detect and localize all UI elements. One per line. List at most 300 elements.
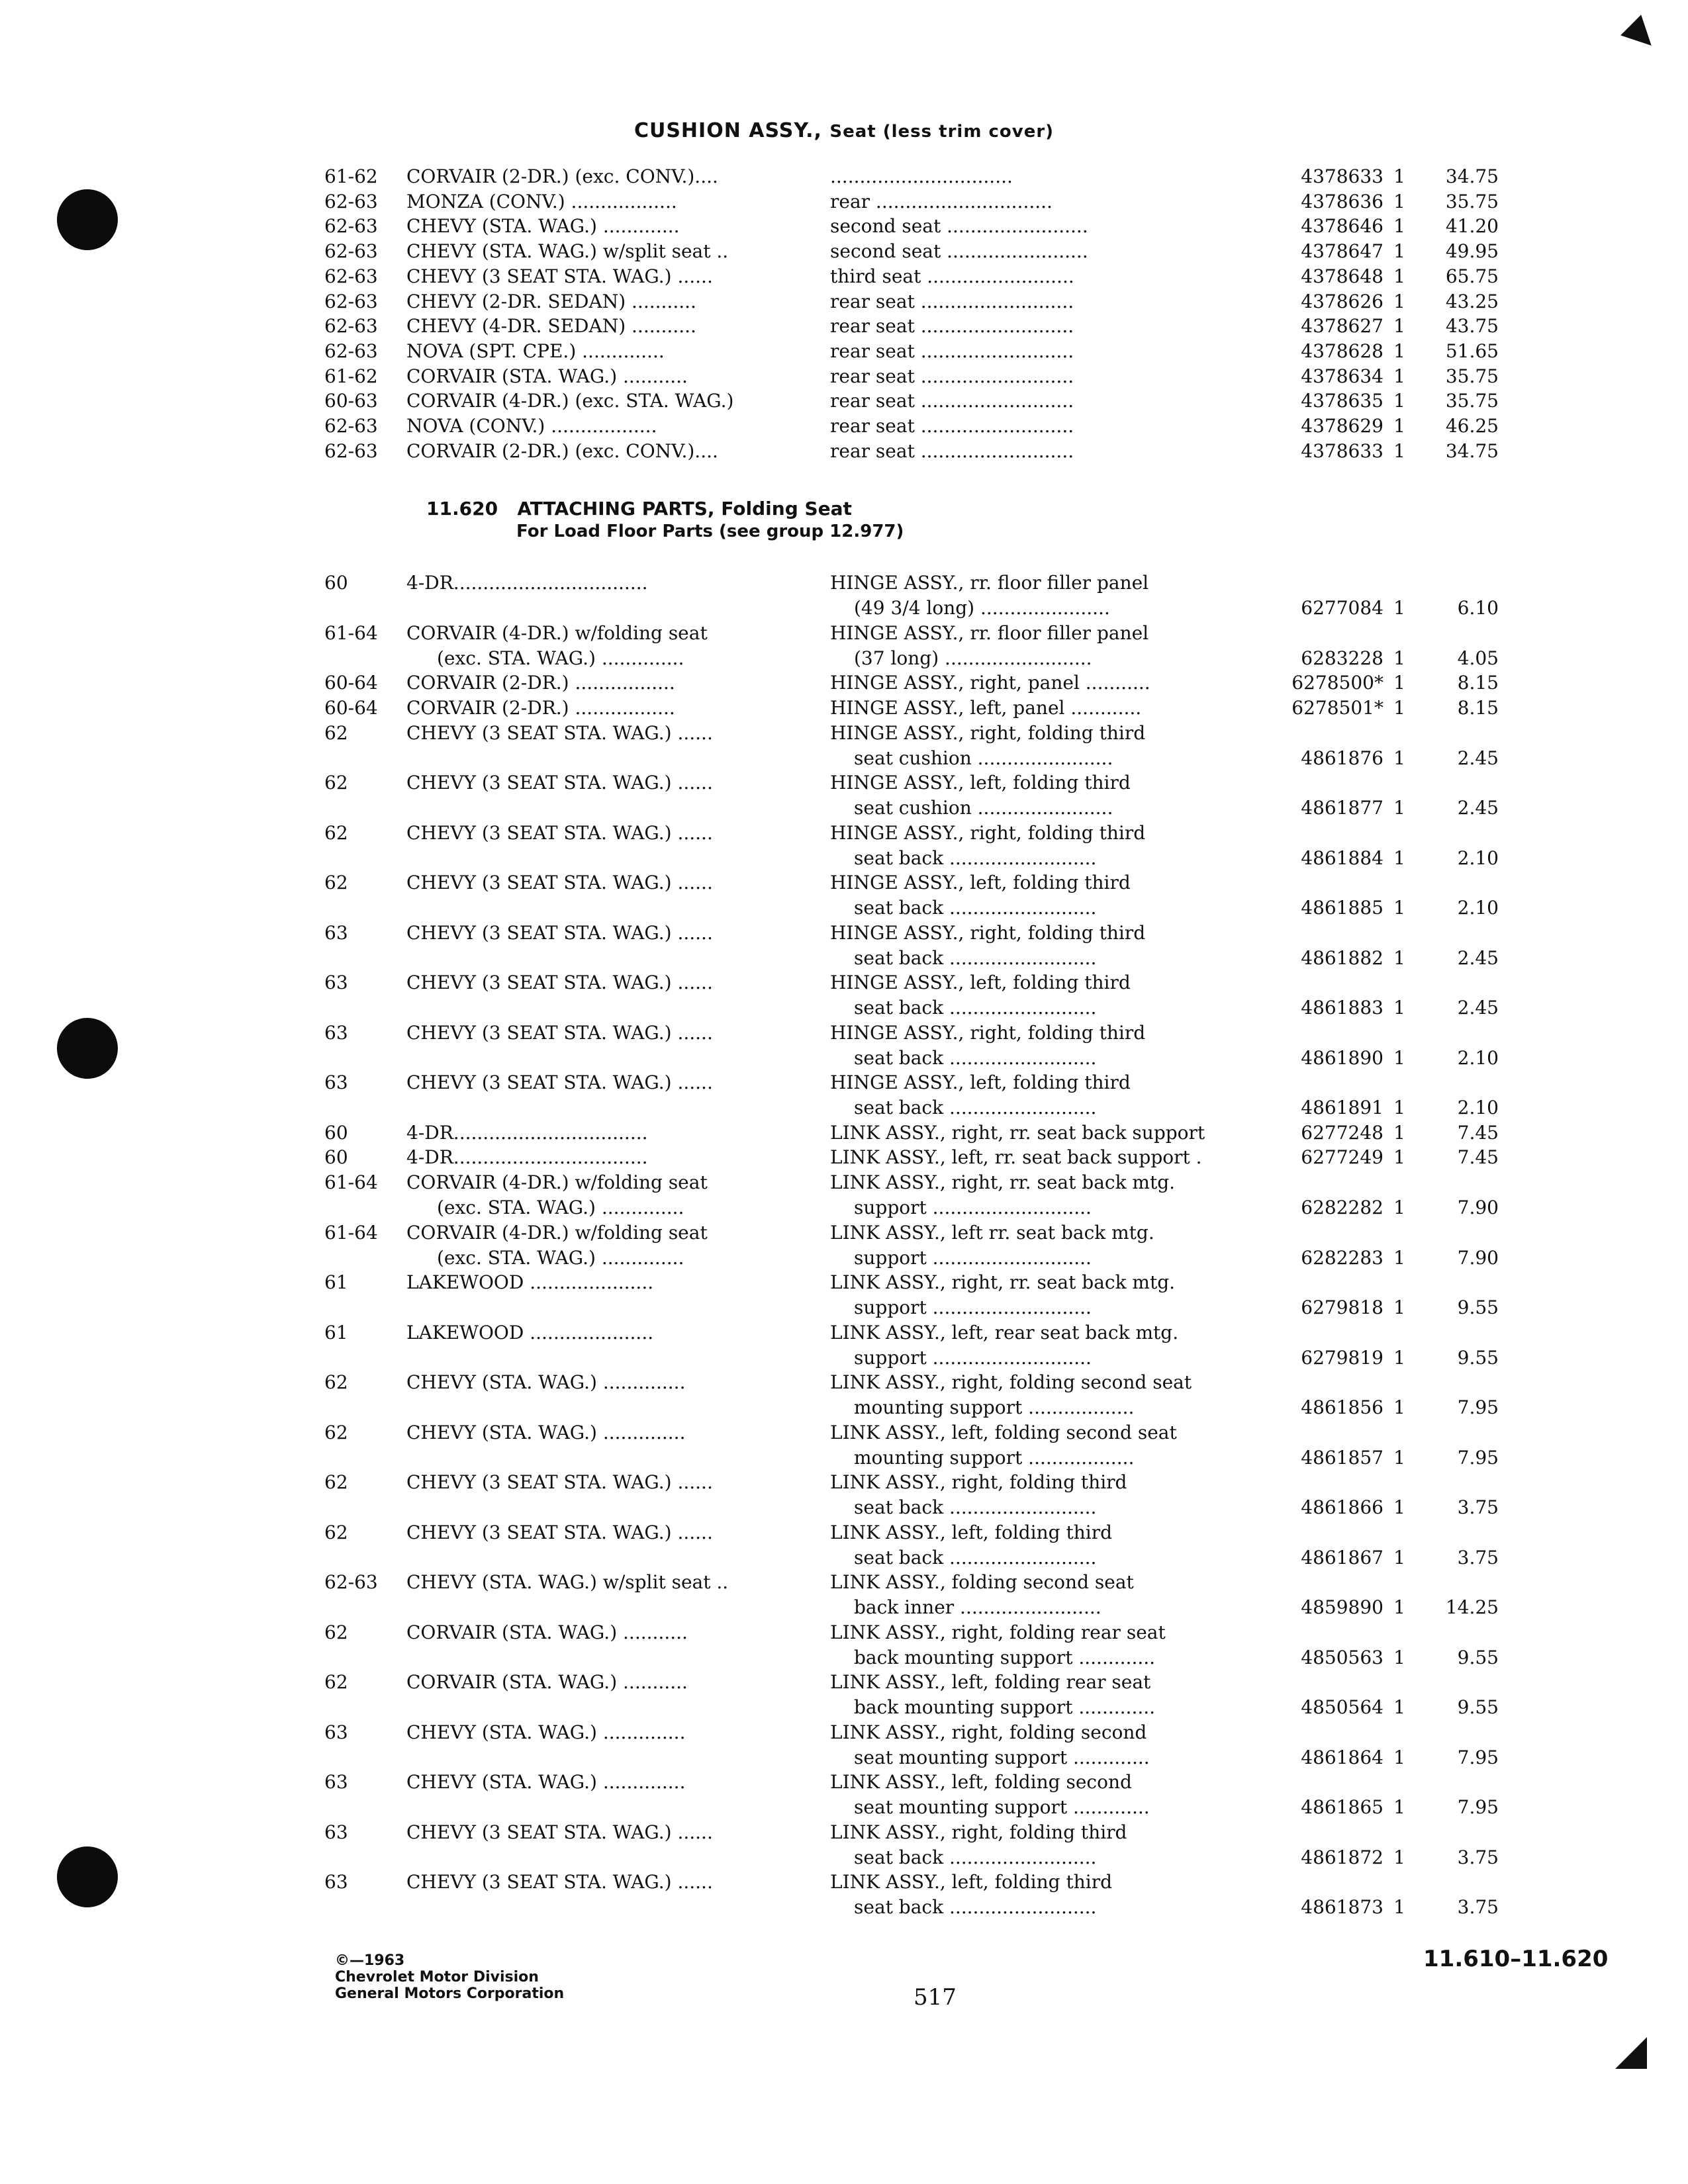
cushion-row <box>0 264 1688 289</box>
description-cell: rear seat .......................... <box>830 340 1074 362</box>
part-number-cell: 4861867 <box>1301 1547 1383 1569</box>
description-cell: LINK ASSY., left, folding second <box>830 1771 1132 1793</box>
model-cell: CHEVY (3 SEAT STA. WAG.) ...... <box>406 1471 713 1493</box>
description-continuation-cell: seat cushion ....................... <box>854 797 1113 819</box>
cushion-row <box>0 314 1688 339</box>
part-number-cell: 6283228 <box>1301 647 1383 669</box>
quantity-cell: 1 <box>1393 365 1405 387</box>
attaching-part-row <box>0 1021 1688 1071</box>
model-cell: CORVAIR (STA. WAG.) ........... <box>406 1621 688 1643</box>
year-cell: 63 <box>324 1721 348 1743</box>
cushion-row <box>0 164 1688 189</box>
model-cell: CHEVY (STA. WAG.) ............. <box>406 215 680 237</box>
price-cell: 8.15 <box>1457 672 1499 694</box>
quantity-cell: 1 <box>1393 440 1405 462</box>
model-cell: CORVAIR (2-DR.) (exc. CONV.).... <box>406 440 718 462</box>
part-number-cell: 4861890 <box>1301 1047 1383 1069</box>
quantity-cell: 1 <box>1393 797 1405 819</box>
model-cell: CHEVY (STA. WAG.) .............. <box>406 1771 686 1793</box>
model-cell: CORVAIR (4-DR.) w/folding seat <box>406 1171 708 1193</box>
model-cell: CHEVY (3 SEAT STA. WAG.) ...... <box>406 922 713 944</box>
cushion-row <box>0 339 1688 364</box>
attaching-part-row <box>0 821 1688 871</box>
model-cell: CHEVY (STA. WAG.) .............. <box>406 1371 686 1393</box>
attaching-part-row <box>0 1320 1688 1371</box>
attaching-part-row <box>0 1770 1688 1820</box>
description-cell: LINK ASSY., left, folding rear seat <box>830 1671 1151 1693</box>
part-number-cell: 4378629 <box>1301 415 1383 437</box>
model-continuation-cell: (exc. STA. WAG.) .............. <box>437 1247 684 1269</box>
model-cell: NOVA (SPT. CPE.) .............. <box>406 340 665 362</box>
cushion-row <box>0 214 1688 239</box>
quantity-cell: 1 <box>1393 1747 1405 1768</box>
part-number-cell: 6279819 <box>1301 1347 1383 1369</box>
cushion-row <box>0 189 1688 214</box>
price-cell: 35.75 <box>1445 191 1499 212</box>
model-cell: CHEVY (3 SEAT STA. WAG.) ...... <box>406 822 713 844</box>
price-cell: 2.10 <box>1457 1047 1499 1069</box>
description-cell: HINGE ASSY., right, panel ........... <box>830 672 1150 694</box>
year-cell: 62 <box>324 1671 348 1693</box>
description-continuation-cell: seat back ......................... <box>854 897 1097 919</box>
attaching-part-row <box>0 721 1688 771</box>
year-cell: 62-63 <box>324 291 378 312</box>
model-cell: LAKEWOOD ..................... <box>406 1322 654 1343</box>
description-cell: LINK ASSY., right, rr. seat back support <box>830 1122 1205 1144</box>
description-cell: HINGE ASSY., left, folding third <box>830 872 1131 893</box>
attaching-part-row <box>0 696 1688 721</box>
description-cell: HINGE ASSY., right, folding third <box>830 822 1146 844</box>
quantity-cell: 1 <box>1393 1547 1405 1569</box>
price-cell: 35.75 <box>1445 390 1499 412</box>
description-continuation-cell: support ........................... <box>854 1247 1092 1269</box>
description-cell: LINK ASSY., right, folding second <box>830 1721 1147 1743</box>
description-cell: LINK ASSY., left, rear seat back mtg. <box>830 1322 1179 1343</box>
price-cell: 2.45 <box>1457 797 1499 819</box>
description-cell: rear .............................. <box>830 191 1053 212</box>
attaching-part-row <box>0 1820 1688 1870</box>
description-continuation-cell: back inner ........................ <box>854 1596 1102 1618</box>
attaching-part-row <box>0 1670 1688 1720</box>
model-cell: CORVAIR (2-DR.) (exc. CONV.).... <box>406 165 718 187</box>
year-cell: 62 <box>324 872 348 893</box>
model-cell: CHEVY (3 SEAT STA. WAG.) ...... <box>406 1022 713 1044</box>
part-number-cell: 4861864 <box>1301 1747 1383 1768</box>
description-continuation-cell: seat back ......................... <box>854 847 1097 869</box>
part-number-cell: 4861872 <box>1301 1846 1383 1868</box>
year-cell: 62 <box>324 1471 348 1493</box>
attaching-part-row <box>0 570 1688 621</box>
part-number-cell: 4861856 <box>1301 1396 1383 1418</box>
model-cell: MONZA (CONV.) .................. <box>406 191 677 212</box>
year-cell: 61 <box>324 1271 348 1293</box>
price-cell: 2.10 <box>1457 897 1499 919</box>
model-cell: 4-DR................................. <box>406 572 648 594</box>
price-cell: 7.95 <box>1457 1447 1499 1469</box>
model-cell: CORVAIR (4-DR.) w/folding seat <box>406 1222 708 1244</box>
part-number-cell: 4378647 <box>1301 240 1383 262</box>
description-cell: HINGE ASSY., rr. floor filler panel <box>830 572 1149 594</box>
cushion-row <box>0 388 1688 414</box>
description-continuation-cell: back mounting support ............. <box>854 1647 1156 1668</box>
description-continuation-cell: seat cushion ....................... <box>854 747 1113 769</box>
part-number-cell: 4861866 <box>1301 1496 1383 1518</box>
part-number-cell: 4861885 <box>1301 897 1383 919</box>
year-cell: 62-63 <box>324 315 378 337</box>
quantity-cell: 1 <box>1393 1447 1405 1469</box>
description-continuation-cell: support ........................... <box>854 1197 1092 1218</box>
part-number-cell: 4378636 <box>1301 191 1383 212</box>
price-cell: 7.95 <box>1457 1396 1499 1418</box>
part-number-cell: 4861884 <box>1301 847 1383 869</box>
quantity-cell: 1 <box>1393 1197 1405 1218</box>
description-cell: HINGE ASSY., left, folding third <box>830 1071 1131 1093</box>
quantity-cell: 1 <box>1393 1047 1405 1069</box>
footer-division: Chevrolet Motor Division <box>335 1969 539 1985</box>
cushion-row <box>0 439 1688 464</box>
description-continuation-cell: seat back ......................... <box>854 1097 1097 1118</box>
model-cell: CHEVY (3 SEAT STA. WAG.) ...... <box>406 872 713 893</box>
description-cell: LINK ASSY., left, folding third <box>830 1871 1113 1893</box>
quantity-cell: 1 <box>1393 265 1405 287</box>
year-cell: 60-63 <box>324 390 378 412</box>
part-number-cell: 6278501* <box>1291 697 1383 719</box>
attaching-part-row <box>0 1520 1688 1570</box>
description-cell: rear seat .......................... <box>830 390 1074 412</box>
quantity-cell: 1 <box>1393 165 1405 187</box>
description-cell: second seat ........................ <box>830 240 1088 262</box>
part-number-cell: 4378646 <box>1301 215 1383 237</box>
description-continuation-cell: seat back ......................... <box>854 1547 1097 1569</box>
description-continuation-cell: back mounting support ............. <box>854 1696 1156 1718</box>
price-cell: 2.10 <box>1457 847 1499 869</box>
section-sub: Folding Seat <box>721 498 852 520</box>
group-range: 11.610–11.620 <box>1423 1946 1609 1972</box>
description-cell: HINGE ASSY., right, folding third <box>830 1022 1146 1044</box>
price-cell: 41.20 <box>1445 215 1499 237</box>
cushion-row <box>0 289 1688 314</box>
year-cell: 62 <box>324 722 348 744</box>
attaching-part-row <box>0 770 1688 821</box>
part-number-cell: 6277248 <box>1301 1122 1383 1144</box>
description-continuation-cell: seat mounting support ............. <box>854 1747 1150 1768</box>
part-number-cell: 4378627 <box>1301 315 1383 337</box>
description-continuation-cell: (49 3/4 long) ...................... <box>854 597 1110 619</box>
description-continuation-cell: seat back ......................... <box>854 1846 1097 1868</box>
quantity-cell: 1 <box>1393 1347 1405 1369</box>
part-number-cell: 4378648 <box>1301 265 1383 287</box>
model-cell: CHEVY (3 SEAT STA. WAG.) ...... <box>406 972 713 993</box>
year-cell: 62-63 <box>324 440 378 462</box>
description-cell: LINK ASSY., left, folding third <box>830 1522 1113 1543</box>
part-number-cell: 4378633 <box>1301 165 1383 187</box>
part-number-cell: 4861857 <box>1301 1447 1383 1469</box>
attaching-part-row <box>0 921 1688 971</box>
price-cell: 3.75 <box>1457 1846 1499 1868</box>
model-cell: CHEVY (STA. WAG.) w/split seat .. <box>406 1571 729 1593</box>
section-number: 11.620 <box>426 498 498 520</box>
attaching-part-row <box>0 1170 1688 1220</box>
attaching-part-row <box>0 970 1688 1021</box>
description-cell: HINGE ASSY., right, folding third <box>830 722 1146 744</box>
cushion-row <box>0 239 1688 264</box>
year-cell: 61-62 <box>324 165 378 187</box>
section-title: ATTACHING PARTS, <box>517 498 715 520</box>
quantity-cell: 1 <box>1393 1122 1405 1144</box>
price-cell: 3.75 <box>1457 1896 1499 1918</box>
quantity-cell: 1 <box>1393 672 1405 694</box>
quantity-cell: 1 <box>1393 697 1405 719</box>
title-main: CUSHION ASSY., <box>633 119 822 142</box>
price-cell: 9.55 <box>1457 1347 1499 1369</box>
price-cell: 43.75 <box>1445 315 1499 337</box>
description-cell: LINK ASSY., left, rr. seat back support . <box>830 1146 1202 1168</box>
quantity-cell: 1 <box>1393 390 1405 412</box>
price-cell: 34.75 <box>1445 165 1499 187</box>
description-cell: ............................... <box>830 165 1013 187</box>
footer-corp: General Motors Corporation <box>335 1985 565 2002</box>
quantity-cell: 1 <box>1393 240 1405 262</box>
year-cell: 62 <box>324 1522 348 1543</box>
price-cell: 7.45 <box>1457 1122 1499 1144</box>
description-continuation-cell: support ........................... <box>854 1297 1092 1318</box>
year-cell: 62-63 <box>324 191 378 212</box>
description-cell: LINK ASSY., right, folding third <box>830 1821 1127 1843</box>
description-cell: LINK ASSY., left, folding second seat <box>830 1422 1177 1443</box>
price-cell: 7.95 <box>1457 1747 1499 1768</box>
model-cell: CHEVY (2-DR. SEDAN) ........... <box>406 291 696 312</box>
year-cell: 63 <box>324 1821 348 1843</box>
attaching-part-row <box>0 1870 1688 1920</box>
year-cell: 60 <box>324 1146 348 1168</box>
description-continuation-cell: mounting support .................. <box>854 1447 1135 1469</box>
year-cell: 62-63 <box>324 340 378 362</box>
attaching-part-row <box>0 1270 1688 1320</box>
part-number-cell: 4850563 <box>1301 1647 1383 1668</box>
quantity-cell: 1 <box>1393 897 1405 919</box>
price-cell: 8.15 <box>1457 697 1499 719</box>
price-cell: 9.55 <box>1457 1696 1499 1718</box>
price-cell: 2.45 <box>1457 997 1499 1019</box>
price-cell: 43.25 <box>1445 291 1499 312</box>
description-continuation-cell: seat back ......................... <box>854 1496 1097 1518</box>
price-cell: 9.55 <box>1457 1297 1499 1318</box>
model-cell: CORVAIR (2-DR.) ................. <box>406 672 675 694</box>
part-number-cell: 4378628 <box>1301 340 1383 362</box>
description-cell: rear seat .......................... <box>830 415 1074 437</box>
model-cell: CHEVY (STA. WAG.) .............. <box>406 1422 686 1443</box>
year-cell: 63 <box>324 1771 348 1793</box>
attaching-part-row <box>0 1420 1688 1471</box>
model-continuation-cell: (exc. STA. WAG.) .............. <box>437 647 684 669</box>
year-cell: 63 <box>324 972 348 993</box>
attaching-part-row <box>0 1145 1688 1170</box>
part-number-cell: 4861891 <box>1301 1097 1383 1118</box>
description-cell: HINGE ASSY., rr. floor filler panel <box>830 622 1149 644</box>
quantity-cell: 1 <box>1393 1247 1405 1269</box>
description-cell: rear seat .......................... <box>830 365 1074 387</box>
model-cell: CHEVY (STA. WAG.) .............. <box>406 1721 686 1743</box>
description-continuation-cell: seat back ......................... <box>854 1896 1097 1918</box>
part-number-cell: 4378626 <box>1301 291 1383 312</box>
description-continuation-cell: support ........................... <box>854 1347 1092 1369</box>
description-cell: LINK ASSY., left rr. seat back mtg. <box>830 1222 1154 1244</box>
quantity-cell: 1 <box>1393 315 1405 337</box>
year-cell: 62 <box>324 1371 348 1393</box>
year-cell: 62-63 <box>324 1571 378 1593</box>
model-cell: CORVAIR (4-DR.) (exc. STA. WAG.) <box>406 390 734 412</box>
quantity-cell: 1 <box>1393 415 1405 437</box>
year-cell: 62-63 <box>324 415 378 437</box>
quantity-cell: 1 <box>1393 1796 1405 1818</box>
quantity-cell: 1 <box>1393 647 1405 669</box>
description-continuation-cell: (37 long) ......................... <box>854 647 1092 669</box>
year-cell: 62 <box>324 822 348 844</box>
price-cell: 6.10 <box>1457 597 1499 619</box>
model-cell: CHEVY (3 SEAT STA. WAG.) ...... <box>406 1522 713 1543</box>
price-cell: 4.05 <box>1457 647 1499 669</box>
quantity-cell: 1 <box>1393 747 1405 769</box>
quantity-cell: 1 <box>1393 291 1405 312</box>
price-cell: 65.75 <box>1445 265 1499 287</box>
description-cell: HINGE ASSY., left, folding third <box>830 972 1131 993</box>
model-cell: 4-DR................................. <box>406 1146 648 1168</box>
model-cell: LAKEWOOD ..................... <box>406 1271 654 1293</box>
quantity-cell: 1 <box>1393 191 1405 212</box>
description-cell: LINK ASSY., right, rr. seat back mtg. <box>830 1171 1176 1193</box>
part-number-cell: 4861865 <box>1301 1796 1383 1818</box>
year-cell: 61 <box>324 1322 348 1343</box>
attaching-part-row <box>0 1620 1688 1670</box>
part-number-cell: 6282283 <box>1301 1247 1383 1269</box>
year-cell: 62 <box>324 772 348 794</box>
description-cell: LINK ASSY., folding second seat <box>830 1571 1134 1593</box>
price-cell: 49.95 <box>1445 240 1499 262</box>
part-number-cell: 4378634 <box>1301 365 1383 387</box>
price-cell: 2.10 <box>1457 1097 1499 1118</box>
model-cell: CHEVY (3 SEAT STA. WAG.) ...... <box>406 772 713 794</box>
price-cell: 3.75 <box>1457 1496 1499 1518</box>
model-cell: CORVAIR (2-DR.) ................. <box>406 697 675 719</box>
quantity-cell: 1 <box>1393 1396 1405 1418</box>
model-cell: NOVA (CONV.) .................. <box>406 415 657 437</box>
quantity-cell: 1 <box>1393 997 1405 1019</box>
year-cell: 62-63 <box>324 240 378 262</box>
year-cell: 62 <box>324 1621 348 1643</box>
price-cell: 14.25 <box>1445 1596 1499 1618</box>
part-number-cell: 4861882 <box>1301 947 1383 969</box>
description-continuation-cell: mounting support .................. <box>854 1396 1135 1418</box>
quantity-cell: 1 <box>1393 1097 1405 1118</box>
part-number-cell: 4861883 <box>1301 997 1383 1019</box>
quantity-cell: 1 <box>1393 1496 1405 1518</box>
model-cell: CHEVY (3 SEAT STA. WAG.) ...... <box>406 722 713 744</box>
year-cell: 62-63 <box>324 215 378 237</box>
description-cell: HINGE ASSY., left, panel ............ <box>830 697 1142 719</box>
price-cell: 2.45 <box>1457 747 1499 769</box>
quantity-cell: 1 <box>1393 847 1405 869</box>
description-continuation-cell: seat mounting support ............. <box>854 1796 1150 1818</box>
model-cell: CHEVY (3 SEAT STA. WAG.) ...... <box>406 1071 713 1093</box>
price-cell: 7.95 <box>1457 1796 1499 1818</box>
part-number-cell: 6277249 <box>1301 1146 1383 1168</box>
part-number-cell: 6277084 <box>1301 597 1383 619</box>
year-cell: 63 <box>324 1071 348 1093</box>
page-number: 517 <box>914 1984 957 2011</box>
price-cell: 3.75 <box>1457 1547 1499 1569</box>
quantity-cell: 1 <box>1393 1696 1405 1718</box>
description-cell: HINGE ASSY., left, folding third <box>830 772 1131 794</box>
model-cell: CHEVY (4-DR. SEDAN) ........... <box>406 315 696 337</box>
description-cell: rear seat .......................... <box>830 440 1074 462</box>
model-cell: 4-DR................................. <box>406 1122 648 1144</box>
quantity-cell: 1 <box>1393 340 1405 362</box>
model-cell: CORVAIR (STA. WAG.) ........... <box>406 365 688 387</box>
year-cell: 62-63 <box>324 265 378 287</box>
year-cell: 63 <box>324 1022 348 1044</box>
attaching-part-row <box>0 870 1688 921</box>
price-cell: 7.90 <box>1457 1247 1499 1269</box>
attaching-part-row <box>0 1120 1688 1146</box>
description-continuation-cell: seat back ......................... <box>854 1047 1097 1069</box>
year-cell: 63 <box>324 1871 348 1893</box>
model-cell: CORVAIR (4-DR.) w/folding seat <box>406 622 708 644</box>
year-cell: 60-64 <box>324 672 378 694</box>
section-note: For Load Floor Parts (see group 12.977) <box>516 522 904 541</box>
attaching-part-row <box>0 1470 1688 1520</box>
price-cell: 7.45 <box>1457 1146 1499 1168</box>
description-cell: rear seat .......................... <box>830 291 1074 312</box>
quantity-cell: 1 <box>1393 1647 1405 1668</box>
description-cell: LINK ASSY., right, folding third <box>830 1471 1127 1493</box>
part-number-cell: 6282282 <box>1301 1197 1383 1218</box>
model-cell: CHEVY (STA. WAG.) w/split seat .. <box>406 240 729 262</box>
year-cell: 61-64 <box>324 1222 378 1244</box>
description-continuation-cell: seat back ......................... <box>854 997 1097 1019</box>
cushion-row <box>0 414 1688 439</box>
year-cell: 61-64 <box>324 1171 378 1193</box>
part-number-cell: 6279818 <box>1301 1297 1383 1318</box>
price-cell: 9.55 <box>1457 1647 1499 1668</box>
year-cell: 63 <box>324 922 348 944</box>
price-cell: 35.75 <box>1445 365 1499 387</box>
model-cell: CHEVY (3 SEAT STA. WAG.) ...... <box>406 1871 713 1893</box>
attaching-part-row <box>0 1070 1688 1120</box>
model-cell: CORVAIR (STA. WAG.) ........... <box>406 1671 688 1693</box>
quantity-cell: 1 <box>1393 1146 1405 1168</box>
part-number-cell: 4850564 <box>1301 1696 1383 1718</box>
quantity-cell: 1 <box>1393 1596 1405 1618</box>
model-continuation-cell: (exc. STA. WAG.) .............. <box>437 1197 684 1218</box>
price-cell: 34.75 <box>1445 440 1499 462</box>
title-sub: Seat (less trim cover) <box>829 122 1055 142</box>
price-cell: 7.90 <box>1457 1197 1499 1218</box>
footer-copyright: ©—1963 <box>335 1952 405 1969</box>
attaching-part-row <box>0 1220 1688 1271</box>
part-number-cell: 4861877 <box>1301 797 1383 819</box>
cushion-row <box>0 364 1688 389</box>
year-cell: 60 <box>324 1122 348 1144</box>
price-cell: 51.65 <box>1445 340 1499 362</box>
part-number-cell: 4861876 <box>1301 747 1383 769</box>
model-cell: CHEVY (3 SEAT STA. WAG.) ...... <box>406 1821 713 1843</box>
attaching-part-row <box>0 1370 1688 1420</box>
attaching-part-row <box>0 1720 1688 1770</box>
quantity-cell: 1 <box>1393 597 1405 619</box>
year-cell: 62 <box>324 1422 348 1443</box>
quantity-cell: 1 <box>1393 1297 1405 1318</box>
year-cell: 60-64 <box>324 697 378 719</box>
